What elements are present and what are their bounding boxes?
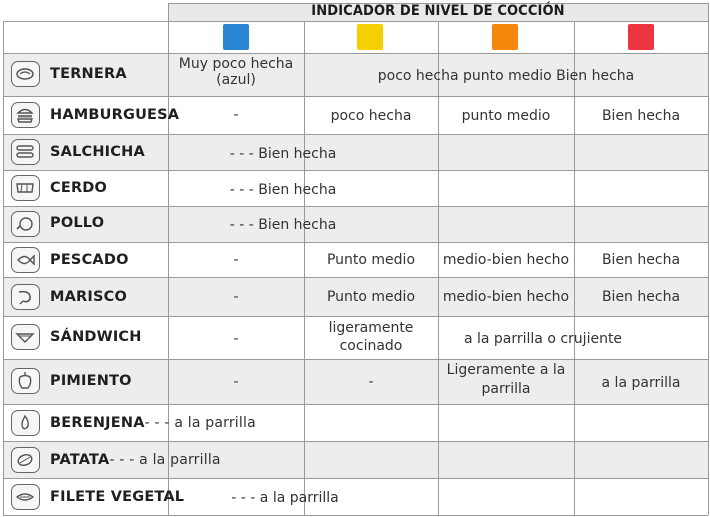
cell-salchicha-span: - - - Bien hecha	[229, 146, 337, 162]
cell-sandwich-yellow-line2: cocinado	[339, 338, 403, 354]
food-label-pescado: PESCADO	[50, 252, 129, 268]
cell-cerdo-span: - - - Bien hecha	[229, 182, 337, 198]
cell-pimiento-yellow: -	[368, 374, 374, 390]
food-label-patata-name: PATATA	[50, 452, 110, 468]
cell-berenjena-span: - - - a la parrilla	[144, 415, 256, 431]
food-label-patata	[50, 451, 221, 469]
cell-marisco-yellow: Punto medio	[326, 289, 416, 305]
cell-sandwich-blue: -	[233, 331, 239, 347]
cell-marisco-blue: -	[233, 289, 239, 305]
pork-icon	[11, 175, 40, 201]
cell-pescado-orange: medio-bien hecho	[442, 252, 570, 268]
swatch-orange	[492, 24, 518, 50]
sausage-icon	[11, 139, 40, 165]
cell-marisco-red: Bien hecha	[601, 289, 681, 305]
cell-patata-span: - - - a la parrilla	[109, 452, 221, 468]
cell-sandwich-yellow	[304, 320, 438, 354]
cell-filete-vegetal-span: - - - a la parrilla	[231, 490, 339, 506]
cell-marisco-orange: medio-bien hecho	[442, 289, 570, 305]
burger-icon	[11, 102, 40, 128]
food-label-berenjena-name: BERENJENA	[50, 415, 145, 431]
eggplant-icon	[11, 410, 40, 436]
food-label-sandwich: SÁNDWICH	[50, 329, 142, 345]
cell-pimiento-orange-line2: parrilla	[481, 381, 531, 397]
cell-sandwich-span: a la parrilla o crujiente	[463, 331, 623, 347]
food-label-cerdo: CERDO	[50, 180, 108, 196]
cell-hamburguesa-orange: punto medio	[461, 108, 551, 124]
cell-pimiento-blue: -	[233, 374, 239, 390]
food-label-hamburguesa: HAMBURGUESA	[50, 107, 180, 123]
swatch-yellow	[357, 24, 383, 50]
sandwich-icon	[11, 324, 40, 350]
cell-pimiento-red: a la parrilla	[601, 375, 681, 391]
cell-ternera-blue	[168, 56, 304, 88]
potato-icon	[11, 447, 40, 473]
food-label-filete-vegetal: FILETE VEGETAL	[50, 489, 185, 505]
cell-ternera-span: poco hecha punto medio Bien hecha	[377, 68, 635, 84]
cell-pescado-blue: -	[233, 252, 239, 268]
swatch-blue	[223, 24, 249, 50]
cell-pescado-yellow: Punto medio	[326, 252, 416, 268]
cell-sandwich-yellow-line1: ligeramente	[328, 320, 414, 336]
cell-pollo-span: - - - Bien hecha	[229, 217, 337, 233]
food-label-ternera: TERNERA	[50, 66, 127, 82]
food-label-salchicha: SALCHICHA	[50, 144, 145, 160]
shrimp-icon	[11, 284, 40, 310]
fish-icon	[11, 247, 40, 273]
cell-hamburguesa-red: Bien hecha	[601, 108, 681, 124]
page-title: INDICADOR DE NIVEL DE COCCIÓN	[311, 3, 565, 19]
cell-pimiento-orange-line1: Ligeramente a la	[446, 362, 566, 378]
food-label-pollo: POLLO	[50, 215, 105, 231]
cell-pimiento-orange	[438, 362, 574, 397]
veggie-fillet-icon	[11, 484, 40, 510]
pepper-icon	[11, 368, 40, 394]
chicken-icon	[11, 211, 40, 237]
cell-hamburguesa-blue: -	[233, 107, 239, 123]
cell-ternera-blue-line2: (azul)	[216, 72, 256, 88]
cell-pescado-red: Bien hecha	[601, 252, 681, 268]
food-label-marisco: MARISCO	[50, 289, 128, 305]
swatch-red	[628, 24, 654, 50]
steak-icon	[11, 61, 40, 87]
food-label-berenjena	[50, 414, 256, 432]
food-label-pimiento: PIMIENTO	[50, 373, 132, 389]
cell-ternera-blue-line1: Muy poco hecha	[178, 56, 294, 72]
cell-hamburguesa-yellow: poco hecha	[330, 108, 412, 124]
